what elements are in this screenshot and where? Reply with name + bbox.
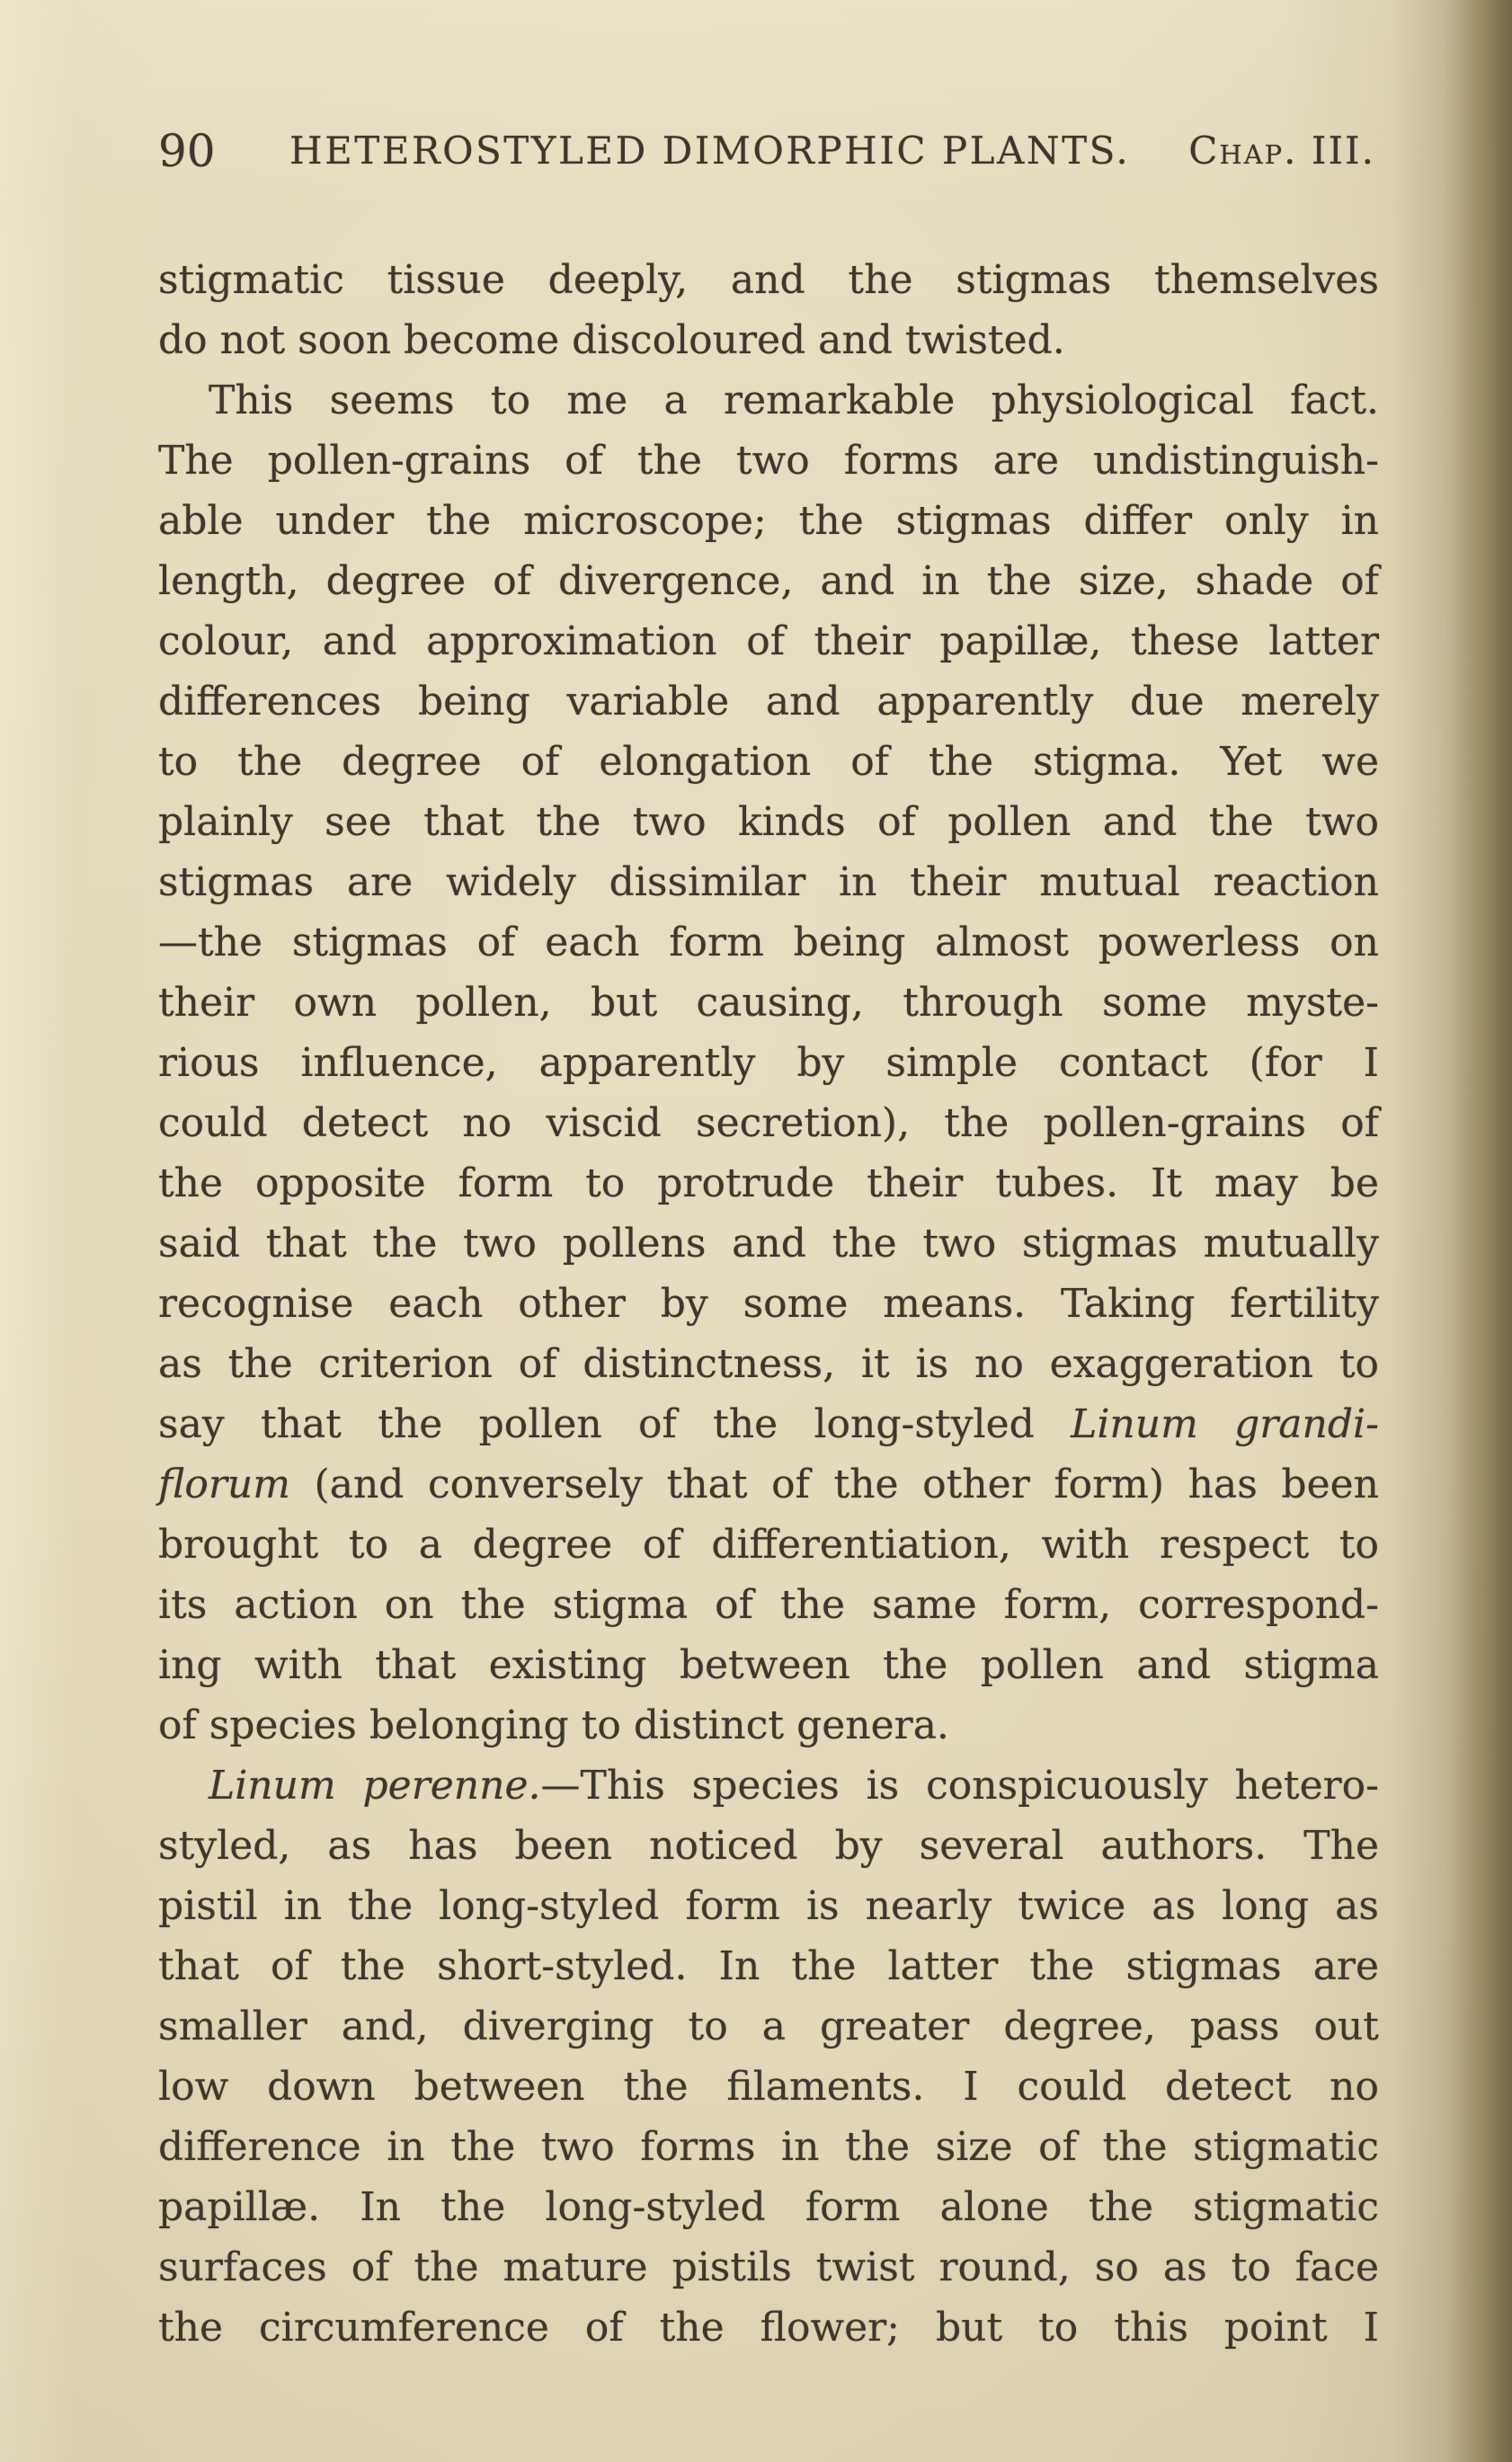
text-line [158, 1153, 1379, 1213]
text-segment: styled, as has been noticed by several authors. The [158, 1823, 1379, 1869]
text-segment: —the stigmas of each form being almost powerless on [158, 920, 1379, 965]
text-segment: brought to a degree of differentiation, with respect to [158, 1522, 1379, 1568]
text-line [158, 671, 1379, 732]
text-line [158, 1876, 1379, 1936]
text-line [158, 551, 1379, 611]
text-line [158, 1816, 1379, 1876]
text-segment: could detect no viscid secretion), the pollen-grains of [158, 1100, 1379, 1146]
text-segment: differences being variable and apparently due merely [158, 679, 1379, 724]
italic-text-segment: Linum perenne. [209, 1763, 541, 1809]
text-line [158, 732, 1379, 792]
text-line [158, 1695, 1379, 1755]
text-line [158, 1635, 1379, 1695]
text-line [158, 611, 1379, 671]
text-line [158, 2057, 1379, 2117]
text-segment: difference in the two forms in the size of the stigmatic [158, 2124, 1379, 2170]
page-number: 90 [158, 125, 216, 177]
text-segment: stigmas are widely dissimilar in their mutual reaction [158, 859, 1379, 905]
text-line [158, 1936, 1379, 1996]
text-segment: said that the two pollens and the two stigmas mutually [158, 1221, 1379, 1267]
text-segment: of species belonging to distinct genera. [158, 1702, 949, 1748]
page-header [0, 124, 1512, 178]
text-line [158, 2298, 1379, 2358]
text-segment: plainly see that the two kinds of pollen and the two [158, 799, 1379, 845]
text-segment: low down between the filaments. I could detect no [158, 2064, 1379, 2110]
text-segment: able under the microscope; the stigmas differ only in [158, 498, 1379, 544]
text-line [158, 310, 1379, 370]
text-line [158, 1575, 1379, 1635]
text-segment: (and conversely that of the other form) has been [289, 1462, 1379, 1507]
text-line [158, 370, 1379, 431]
text-line [158, 2177, 1379, 2237]
text-line [158, 1334, 1379, 1394]
text-segment: colour, and approximation of their papillæ, these latter [158, 618, 1379, 664]
text-line [158, 1996, 1379, 2057]
text-line [158, 1213, 1379, 1274]
text-segment: rious influence, apparently by simple contact (for I [158, 1040, 1379, 1086]
italic-text-segment: Linum grandi- [1071, 1401, 1379, 1447]
text-segment: the opposite form to protrude their tubes. It may be [158, 1160, 1379, 1206]
text-line [158, 1394, 1379, 1454]
text-segment: —This species is conspicuously hetero- [540, 1763, 1380, 1809]
text-line [158, 1033, 1379, 1093]
text-segment: The pollen-grains of the two forms are undistinguish- [158, 438, 1379, 484]
text-segment: smaller and, diverging to a greater degree, pass out [158, 2004, 1379, 2049]
text-line [158, 431, 1379, 491]
text-segment: their own pollen, but causing, through some myste- [158, 980, 1379, 1026]
text-segment: the circumference of the flower; but to this point I [158, 2305, 1379, 2351]
text-segment: pistil in the long-styled form is nearly twice as long as [158, 1883, 1379, 1929]
text-segment: surfaces of the mature pistils twist round, so as to face [158, 2244, 1379, 2290]
text-segment: papillæ. In the long-styled form alone the stigmatic [158, 2184, 1379, 2230]
italic-text-segment: florum [158, 1462, 290, 1507]
text-line [158, 973, 1379, 1033]
text-line [158, 1755, 1379, 1816]
text-line [158, 1274, 1379, 1334]
text-segment: to the degree of elongation of the stigma. Yet we [158, 739, 1379, 785]
text-line [158, 2117, 1379, 2177]
text-segment: say that the pollen of the long-styled [158, 1401, 1072, 1447]
text-segment: stigmatic tissue deeply, and the stigmas themselves [158, 257, 1379, 303]
text-segment: This seems to me a remarkable physiological fact. [209, 378, 1379, 423]
page-body [158, 250, 1379, 2358]
text-segment: length, degree of divergence, and in the size, shade of [158, 558, 1379, 604]
running-title: HETEROSTYLED DIMORPHIC PLANTS. [289, 129, 1131, 173]
text-line [158, 250, 1379, 310]
text-line [158, 912, 1379, 973]
text-line [158, 1515, 1379, 1575]
text-segment: that of the short-styled. In the latter the stigmas are [158, 1943, 1379, 1989]
text-line [158, 1454, 1379, 1515]
text-line [158, 852, 1379, 912]
text-segment: ing with that existing between the pollen and stigma [158, 1642, 1379, 1688]
text-line [158, 2237, 1379, 2298]
text-line [158, 792, 1379, 852]
text-segment: its action on the stigma of the same form, correspond- [158, 1582, 1379, 1628]
chapter-label: Chap. III. [1188, 129, 1375, 173]
text-line [158, 491, 1379, 551]
text-line [158, 1093, 1379, 1153]
text-segment: recognise each other by some means. Taking fertility [158, 1281, 1379, 1327]
text-segment: do not soon become discoloured and twisted. [158, 317, 1065, 363]
text-segment: as the criterion of distinctness, it is no exaggeration to [158, 1341, 1379, 1387]
